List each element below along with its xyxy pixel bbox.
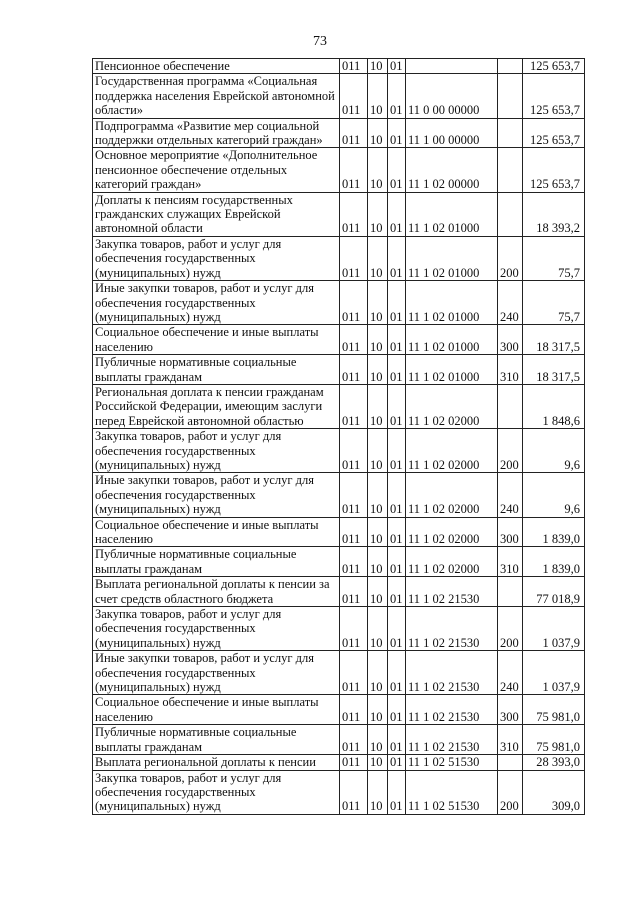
subsection-code-cell: 01: [388, 577, 406, 607]
ministry-code-cell: 011: [340, 325, 368, 355]
section-code-cell: 10: [368, 325, 388, 355]
expense-type-code-cell: [498, 755, 523, 770]
expense-type-code-cell: 200: [498, 607, 523, 651]
section-code-cell: 10: [368, 577, 388, 607]
item-name-cell: Социальное обеспечение и иные выплаты населению: [93, 517, 340, 547]
amount-cell: 125 653,7: [523, 118, 585, 148]
amount-cell: 9,6: [523, 429, 585, 473]
item-name-cell: Закупка товаров, работ и услуг для обеспечения государственных (муниципальных) нужд: [93, 770, 340, 814]
ministry-code-cell: 011: [340, 577, 368, 607]
ministry-code-cell: 011: [340, 148, 368, 192]
table-row: [93, 755, 585, 770]
section-code-cell: 10: [368, 725, 388, 755]
amount-cell: 1 037,9: [523, 607, 585, 651]
table-row: [93, 429, 585, 473]
target-article-code-cell: 11 1 00 00000: [406, 118, 498, 148]
target-article-code-cell: 11 1 02 21530: [406, 577, 498, 607]
subsection-code-cell: 01: [388, 725, 406, 755]
table-row: [93, 148, 585, 192]
target-article-code-cell: 11 1 02 21530: [406, 725, 498, 755]
target-article-code-cell: 11 1 02 51530: [406, 755, 498, 770]
expense-type-code-cell: 200: [498, 236, 523, 280]
ministry-code-cell: 011: [340, 607, 368, 651]
target-article-code-cell: [406, 59, 498, 74]
ministry-code-cell: 011: [340, 355, 368, 385]
subsection-code-cell: 01: [388, 281, 406, 325]
amount-cell: 125 653,7: [523, 59, 585, 74]
section-code-cell: 10: [368, 384, 388, 428]
table-row: [93, 384, 585, 428]
table-row: [93, 355, 585, 385]
ministry-code-cell: 011: [340, 770, 368, 814]
item-name-cell: Иные закупки товаров, работ и услуг для обеспечения государственных (муниципальных) нужд: [93, 281, 340, 325]
amount-cell: 75,7: [523, 281, 585, 325]
table-row: [93, 236, 585, 280]
expense-type-code-cell: 200: [498, 770, 523, 814]
item-name-cell: Публичные нормативные социальные выплаты гражданам: [93, 547, 340, 577]
ministry-code-cell: 011: [340, 695, 368, 725]
amount-cell: 125 653,7: [523, 74, 585, 118]
amount-cell: 1 839,0: [523, 547, 585, 577]
table-row: [93, 725, 585, 755]
subsection-code-cell: 01: [388, 325, 406, 355]
subsection-code-cell: 01: [388, 607, 406, 651]
ministry-code-cell: 011: [340, 651, 368, 695]
amount-cell: 1 037,9: [523, 651, 585, 695]
item-name-cell: Закупка товаров, работ и услуг для обеспечения государственных (муниципальных) нужд: [93, 607, 340, 651]
expense-type-code-cell: [498, 59, 523, 74]
item-name-cell: Социальное обеспечение и иные выплаты населению: [93, 325, 340, 355]
item-name-cell: Пенсионное обеспечение: [93, 59, 340, 74]
expense-type-code-cell: 240: [498, 651, 523, 695]
section-code-cell: 10: [368, 651, 388, 695]
page-number: 73: [313, 34, 327, 49]
ministry-code-cell: 011: [340, 755, 368, 770]
subsection-code-cell: 01: [388, 695, 406, 725]
target-article-code-cell: 11 1 02 01000: [406, 281, 498, 325]
expense-type-code-cell: 310: [498, 547, 523, 577]
target-article-code-cell: 11 1 02 01000: [406, 236, 498, 280]
amount-cell: 18 393,2: [523, 192, 585, 236]
subsection-code-cell: 01: [388, 770, 406, 814]
ministry-code-cell: 011: [340, 725, 368, 755]
amount-cell: 75,7: [523, 236, 585, 280]
section-code-cell: 10: [368, 74, 388, 118]
subsection-code-cell: 01: [388, 547, 406, 577]
target-article-code-cell: 11 0 00 00000: [406, 74, 498, 118]
target-article-code-cell: 11 1 02 51530: [406, 770, 498, 814]
section-code-cell: 10: [368, 429, 388, 473]
ministry-code-cell: 011: [340, 384, 368, 428]
expense-type-code-cell: [498, 192, 523, 236]
subsection-code-cell: 01: [388, 755, 406, 770]
expense-type-code-cell: [498, 74, 523, 118]
item-name-cell: Иные закупки товаров, работ и услуг для обеспечения государственных (муниципальных) нужд: [93, 651, 340, 695]
table-row: [93, 651, 585, 695]
target-article-code-cell: 11 1 02 01000: [406, 192, 498, 236]
item-name-cell: Подпрограмма «Развитие мер социальной поддержки отдельных категорий граждан»: [93, 118, 340, 148]
section-code-cell: 10: [368, 118, 388, 148]
section-code-cell: 10: [368, 517, 388, 547]
item-name-cell: Выплата региональной доплаты к пенсии: [93, 755, 340, 770]
expense-type-code-cell: 310: [498, 355, 523, 385]
target-article-code-cell: 11 1 02 01000: [406, 325, 498, 355]
subsection-code-cell: 01: [388, 473, 406, 517]
subsection-code-cell: 01: [388, 148, 406, 192]
expense-type-code-cell: [498, 148, 523, 192]
section-code-cell: 10: [368, 755, 388, 770]
target-article-code-cell: 11 1 02 01000: [406, 355, 498, 385]
ministry-code-cell: 011: [340, 547, 368, 577]
budget-table: [92, 58, 585, 815]
item-name-cell: Государственная программа «Социальная поддержка населения Еврейской автономной области»: [93, 74, 340, 118]
expense-type-code-cell: 300: [498, 695, 523, 725]
subsection-code-cell: 01: [388, 355, 406, 385]
item-name-cell: Региональная доплата к пенсии гражданам Российской Федерации, имеющим заслуги перед Еврейской автономной областью: [93, 384, 340, 428]
table-row: [93, 74, 585, 118]
expense-type-code-cell: [498, 384, 523, 428]
table-row: [93, 473, 585, 517]
expense-type-code-cell: [498, 577, 523, 607]
table-row: [93, 118, 585, 148]
item-name-cell: Публичные нормативные социальные выплаты гражданам: [93, 355, 340, 385]
ministry-code-cell: 011: [340, 236, 368, 280]
target-article-code-cell: 11 1 02 02000: [406, 473, 498, 517]
section-code-cell: 10: [368, 607, 388, 651]
section-code-cell: 10: [368, 59, 388, 74]
expense-type-code-cell: 310: [498, 725, 523, 755]
amount-cell: 28 393,0: [523, 755, 585, 770]
table-row: [93, 517, 585, 547]
expense-type-code-cell: 200: [498, 429, 523, 473]
ministry-code-cell: 011: [340, 74, 368, 118]
amount-cell: 125 653,7: [523, 148, 585, 192]
subsection-code-cell: 01: [388, 236, 406, 280]
table-row: [93, 695, 585, 725]
section-code-cell: 10: [368, 281, 388, 325]
amount-cell: 77 018,9: [523, 577, 585, 607]
target-article-code-cell: 11 1 02 21530: [406, 695, 498, 725]
subsection-code-cell: 01: [388, 651, 406, 695]
item-name-cell: Социальное обеспечение и иные выплаты населению: [93, 695, 340, 725]
section-code-cell: 10: [368, 473, 388, 517]
expense-type-code-cell: 300: [498, 325, 523, 355]
amount-cell: 9,6: [523, 473, 585, 517]
subsection-code-cell: 01: [388, 517, 406, 547]
item-name-cell: Доплаты к пенсиям государственных гражданских служащих Еврейской автономной области: [93, 192, 340, 236]
section-code-cell: 10: [368, 547, 388, 577]
subsection-code-cell: 01: [388, 118, 406, 148]
target-article-code-cell: 11 1 02 02000: [406, 547, 498, 577]
target-article-code-cell: 11 1 02 21530: [406, 607, 498, 651]
table-row: [93, 281, 585, 325]
section-code-cell: 10: [368, 355, 388, 385]
amount-cell: 309,0: [523, 770, 585, 814]
section-code-cell: 10: [368, 236, 388, 280]
section-code-cell: 10: [368, 770, 388, 814]
table-row: [93, 192, 585, 236]
subsection-code-cell: 01: [388, 429, 406, 473]
ministry-code-cell: 011: [340, 473, 368, 517]
subsection-code-cell: 01: [388, 59, 406, 74]
ministry-code-cell: 011: [340, 429, 368, 473]
table-row: [93, 325, 585, 355]
target-article-code-cell: 11 1 02 02000: [406, 384, 498, 428]
expense-type-code-cell: 240: [498, 473, 523, 517]
amount-cell: 1 839,0: [523, 517, 585, 547]
expense-type-code-cell: 300: [498, 517, 523, 547]
section-code-cell: 10: [368, 148, 388, 192]
target-article-code-cell: 11 1 02 02000: [406, 517, 498, 547]
expense-type-code-cell: 240: [498, 281, 523, 325]
table-row: [93, 59, 585, 74]
table-body: [93, 59, 585, 815]
ministry-code-cell: 011: [340, 517, 368, 547]
subsection-code-cell: 01: [388, 192, 406, 236]
amount-cell: 75 981,0: [523, 695, 585, 725]
expense-type-code-cell: [498, 118, 523, 148]
subsection-code-cell: 01: [388, 384, 406, 428]
item-name-cell: Закупка товаров, работ и услуг для обеспечения государственных (муниципальных) нужд: [93, 236, 340, 280]
section-code-cell: 10: [368, 192, 388, 236]
ministry-code-cell: 011: [340, 59, 368, 74]
ministry-code-cell: 011: [340, 281, 368, 325]
item-name-cell: Основное мероприятие «Дополнительное пенсионное обеспечение отдельных категорий граждан»: [93, 148, 340, 192]
section-code-cell: 10: [368, 695, 388, 725]
amount-cell: 75 981,0: [523, 725, 585, 755]
subsection-code-cell: 01: [388, 74, 406, 118]
item-name-cell: Иные закупки товаров, работ и услуг для обеспечения государственных (муниципальных) нужд: [93, 473, 340, 517]
ministry-code-cell: 011: [340, 118, 368, 148]
item-name-cell: Выплата региональной доплаты к пенсии за счет средств областного бюджета: [93, 577, 340, 607]
table-row: [93, 607, 585, 651]
item-name-cell: Закупка товаров, работ и услуг для обеспечения государственных (муниципальных) нужд: [93, 429, 340, 473]
target-article-code-cell: 11 1 02 02000: [406, 429, 498, 473]
amount-cell: 1 848,6: [523, 384, 585, 428]
amount-cell: 18 317,5: [523, 325, 585, 355]
target-article-code-cell: 11 1 02 00000: [406, 148, 498, 192]
amount-cell: 18 317,5: [523, 355, 585, 385]
item-name-cell: Публичные нормативные социальные выплаты гражданам: [93, 725, 340, 755]
table-row: [93, 547, 585, 577]
table-row: [93, 770, 585, 814]
table-row: [93, 577, 585, 607]
ministry-code-cell: 011: [340, 192, 368, 236]
target-article-code-cell: 11 1 02 21530: [406, 651, 498, 695]
